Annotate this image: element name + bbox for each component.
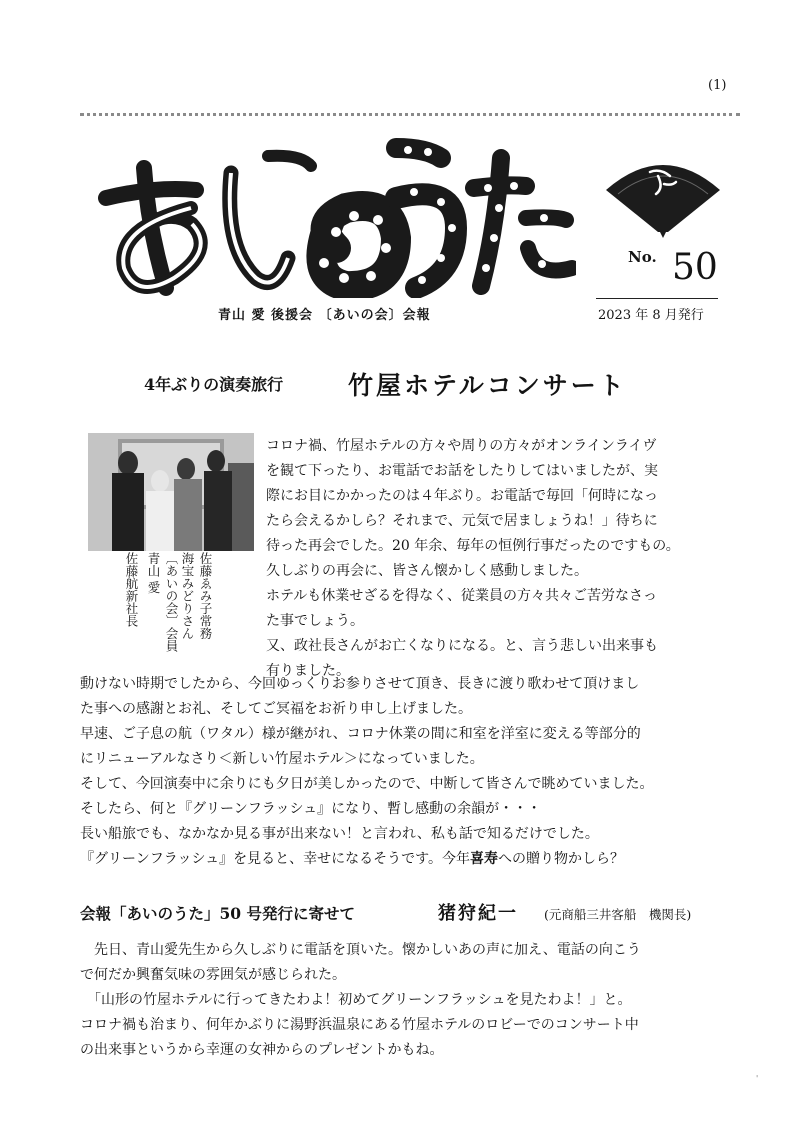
masthead-logo bbox=[96, 128, 576, 302]
paragraph-line: コロナ禍、竹屋ホテルの方々や周りの方々がオンラインライヴ bbox=[266, 438, 657, 454]
contribution-title: 会報「あいのうた」50 号発行に寄せて bbox=[80, 904, 355, 923]
scan-mark: ' bbox=[756, 1074, 759, 1083]
paragraph-line: 長い船旅でも、なかなか見る事が出来ない！と言われ、私も話で知るだけでした。 bbox=[80, 826, 599, 842]
issue-number: 50 bbox=[672, 247, 718, 288]
line-text: 『グリーンフラッシュ』を見ると、幸せになるそうです。今年 bbox=[80, 851, 471, 867]
photo-caption-3: 〔あいの会〕会員 bbox=[164, 552, 179, 652]
paragraph-line: ホテルも休業せざるを得なく、従業員の方々共々ご苦労なさっ bbox=[266, 588, 658, 604]
paragraph-line-last bbox=[80, 847, 740, 872]
article-headline: 竹屋ホテルコンサート bbox=[348, 371, 627, 400]
paragraph-line: 有りました。 bbox=[266, 663, 350, 679]
paragraph-line: 動けない時期でしたから、今回ゆっくりお参りさせて頂き、長きに渡り歌わせて頂けまし bbox=[80, 676, 640, 692]
issue-label: No. bbox=[628, 248, 657, 266]
line-text: への贈り物かしら？ bbox=[498, 851, 625, 867]
paragraph-line: の出来事というから幸運の女神からのプレゼントかもね。 bbox=[80, 1042, 444, 1058]
author-role: (元商船三井客船 機関長) bbox=[544, 907, 692, 922]
article-full-width-text bbox=[80, 672, 740, 872]
paragraph-line: 又、政社長さんがお亡くなりになる。と、言う悲しい出来事も bbox=[266, 638, 658, 654]
paragraph-line: にリニューアルなさり＜新しい竹屋ホテル＞になっていました。 bbox=[80, 751, 484, 767]
group-photo bbox=[88, 433, 254, 551]
photo-caption-4: 青山 愛 bbox=[146, 552, 161, 594]
paragraph-line: 久しぶりの再会に、皆さん懐かしく感動しました。 bbox=[266, 563, 588, 579]
page-number: (1) bbox=[708, 78, 727, 93]
contribution-body bbox=[80, 938, 740, 1063]
paragraph-line: た事でしょう。 bbox=[266, 613, 364, 629]
paragraph-line: た事への感謝とお礼、そしてご冥福をお祈り申し上げました。 bbox=[80, 701, 472, 717]
paragraph-line: 際にお目にかかったのは４年ぶり。お電話で毎回「何時になっ bbox=[266, 488, 658, 504]
paragraph-line: で何だか興奮気味の雰囲気が感じられた。 bbox=[80, 967, 346, 983]
issue-underline bbox=[596, 298, 718, 299]
paragraph-line: 先日、青山愛先生から久しぶりに電話を頂いた。懐かしいあの声に加え、電話の向こう bbox=[80, 942, 641, 958]
organization-line: 青山 愛 後援会 〔あいの会〕会報 bbox=[218, 308, 431, 323]
contribution-author: 猪狩紀一 bbox=[438, 903, 518, 924]
paragraph-line: コロナ禍も治まり、何年かぶりに湯野浜温泉にある竹屋ホテルのロビーでのコンサート中 bbox=[80, 1017, 639, 1033]
photo-caption-2: 海宝みどりさん bbox=[180, 552, 195, 640]
header-dotted-rule bbox=[80, 113, 740, 116]
article-subheadline: 4年ぶりの演奏旅行 bbox=[144, 375, 284, 394]
paragraph-line: たら会えるかしら？それまで、元気で居ましょうね！」待ちに bbox=[266, 513, 658, 529]
paragraph-line: 「山形の竹屋ホテルに行ってきたわよ！初めてグリーンフラッシュを見たわよ！」と。 bbox=[80, 992, 632, 1008]
article-right-column bbox=[266, 434, 736, 684]
paragraph-line: 早速、ご子息の航（ワタル）様が継がれ、コロナ休業の間に和室を洋室に変える等部分的 bbox=[80, 726, 641, 742]
fan-icon bbox=[598, 150, 728, 244]
photo-caption-5: 佐藤航新社長 bbox=[124, 552, 139, 627]
paragraph-line: を観て下ったり、お電話でお話をしたりしてはいましたが、実 bbox=[266, 463, 658, 479]
paragraph-line: そしたら、何と『グリーンフラッシュ』になり、暫し感動の余韻が・・・ bbox=[80, 801, 542, 817]
photo-caption-1: 佐藤ゑみ子常務 bbox=[198, 552, 213, 640]
paragraph-line: 待った再会でした。20 年余、毎年の恒例行事だったのですもの。 bbox=[266, 538, 680, 554]
paragraph-line: そして、今回演奏中に余りにも夕日が美しかったので、中断して皆さんで眺めていました。 bbox=[80, 776, 654, 792]
publication-date: 2023 年 8 月発行 bbox=[598, 308, 704, 323]
emphasized-word: 喜寿 bbox=[470, 851, 499, 867]
